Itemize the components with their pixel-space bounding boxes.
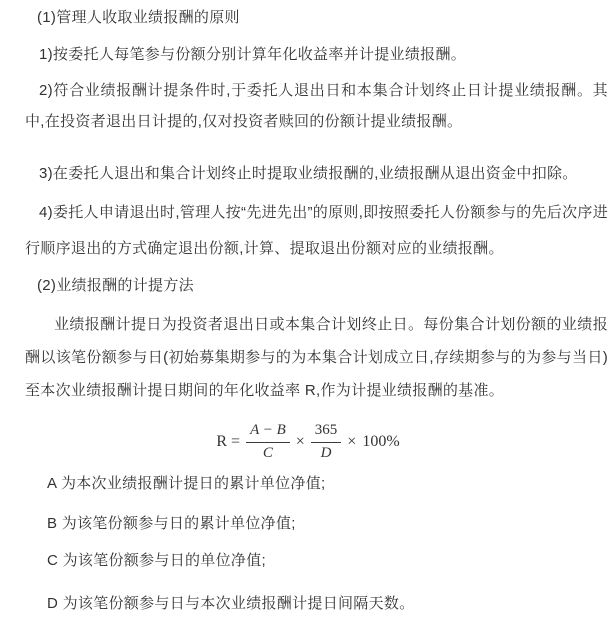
- formula-fraction-2-numerator: 365: [311, 422, 342, 442]
- body-accrual-method: 业绩报酬计提日为投资者退出日或本集合计划终止日。每份集合计划份额的业绩报酬以该笔份额参与日(初始募集期参与的为本集合计划成立日,存续期参与的为参与当日)至本次业绩报酬计提日期间的年化收益率 R,作为计提业绩报酬的基准。: [25, 316, 608, 399]
- list-item-2: 2)符合业绩报酬计提条件时,于委托人退出日和本集合计划终止日计提业绩报酬。其中,在投资者退出日计提的,仅对投资者赎回的份额计提业绩报酬。: [25, 82, 608, 130]
- formula-fraction-1-denominator: C: [262, 444, 273, 461]
- definition-variable-a: A 为本次业绩报酬计提日的累计单位净值;: [47, 475, 326, 492]
- formula-lhs: R =: [216, 433, 241, 450]
- list-item-4: 4)委托人申请退出时,管理人按“先进先出”的原则,即按照委托人份额参与的先后次序进行顺序退出的方式确定退出份额,计算、提取退出份额对应的业绩报酬。: [25, 204, 608, 257]
- formula-multiply-sign-1: ×: [295, 433, 305, 450]
- heading-fee-method: (2)业绩报酬的计提方法: [37, 277, 194, 294]
- formula-multiply-sign-2: ×: [347, 433, 357, 450]
- formula-fraction-2: [311, 422, 342, 462]
- formula-annualized-return: [0, 420, 616, 464]
- definition-variable-b: B 为该笔份额参与日的累计单位净值;: [47, 515, 296, 532]
- definition-variable-c: C 为该笔份额参与日的单位净值;: [47, 552, 266, 569]
- formula-fraction-2-denominator: D: [320, 444, 332, 461]
- list-item-3: 3)在委托人退出和集合计划终止时提取业绩报酬的,业绩报酬从退出资金中扣除。: [39, 165, 578, 182]
- formula-result: 100%: [362, 433, 400, 450]
- list-item-1: 1)按委托人每笔参与份额分别计算年化收益率并计提业绩报酬。: [39, 46, 467, 63]
- formula-fraction-1-numerator: A − B: [246, 422, 290, 442]
- heading-fee-principles: (1)管理人收取业绩报酬的原则: [37, 9, 240, 26]
- definition-variable-d: D 为该笔份额参与日与本次业绩报酬计提日间隔天数。: [47, 595, 415, 612]
- formula-fraction-1: [246, 422, 290, 462]
